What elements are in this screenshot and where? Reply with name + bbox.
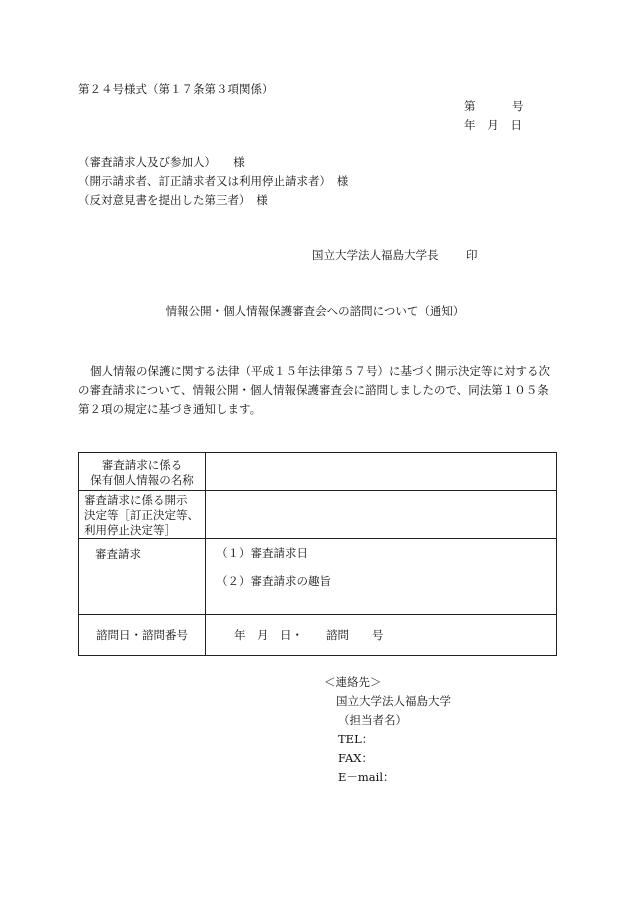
contact-person: （担当者名） bbox=[338, 713, 407, 727]
personal-info-name-label: 審査請求に係る 保有個人情報の名称 bbox=[79, 453, 206, 491]
request-details bbox=[206, 539, 557, 615]
table-row bbox=[79, 491, 557, 539]
table-row bbox=[79, 453, 557, 491]
request-label: 審査請求 bbox=[79, 539, 206, 615]
contact-fax: FAX： bbox=[338, 751, 373, 765]
inquiry-date-number-value: 年 月 日・ 諮問 号 bbox=[206, 615, 557, 656]
document-title: 情報公開・個人情報保護審査会への諮問について（通知） bbox=[165, 304, 465, 318]
date-month: 月 bbox=[487, 118, 499, 132]
date-year: 年 bbox=[464, 118, 476, 132]
disclosure-decision-label: 審査請求に係る開示 決定等［訂正決定等、 利用停止決定等］ bbox=[79, 491, 206, 539]
seal-mark: 印 bbox=[466, 248, 478, 262]
addressee-third-party: （反対意見書を提出した第三者） 様 bbox=[78, 193, 268, 207]
table-row bbox=[79, 539, 557, 615]
disclosure-decision-value bbox=[206, 491, 557, 539]
body-paragraph: 個人情報の保護に関する法律（平成１５年法律第５７号）に基づく開示決定等に対する次の審査請求について、情報公開・個人情報保護審査会に諮問しましたので、同法第１０５条第２項の規定に基づき通知します。 bbox=[78, 364, 550, 416]
request-date-item: （１）審査請求日 bbox=[216, 546, 308, 560]
contact-heading: ＜連絡先＞ bbox=[324, 675, 382, 689]
date-day: 日 bbox=[510, 118, 522, 132]
request-purpose-item: （２）審査請求の趣旨 bbox=[216, 574, 331, 588]
table-row bbox=[79, 615, 557, 656]
inquiry-date-number-label: 諮問日・諮問番号 bbox=[79, 615, 206, 656]
form-number: 第２４号様式（第１７条第３項関係） bbox=[78, 82, 274, 96]
addressee-requester: （開示請求者、訂正請求者又は利用停止請求者） 様 bbox=[78, 174, 349, 188]
contact-tel: TEL： bbox=[338, 732, 374, 746]
request-info-table bbox=[78, 452, 557, 656]
sender-name: 国立大学法人福島大学長 bbox=[312, 248, 439, 262]
contact-email: E－mail： bbox=[338, 770, 395, 784]
contact-organization: 国立大学法人福島大学 bbox=[336, 694, 451, 708]
document-number-label: 第 bbox=[464, 99, 476, 113]
addressee-appellant: （審査請求人及び参加人） 様 bbox=[78, 155, 245, 169]
personal-info-name-value bbox=[206, 453, 557, 491]
document-number-suffix: 号 bbox=[512, 99, 524, 113]
issue-date bbox=[464, 120, 522, 132]
